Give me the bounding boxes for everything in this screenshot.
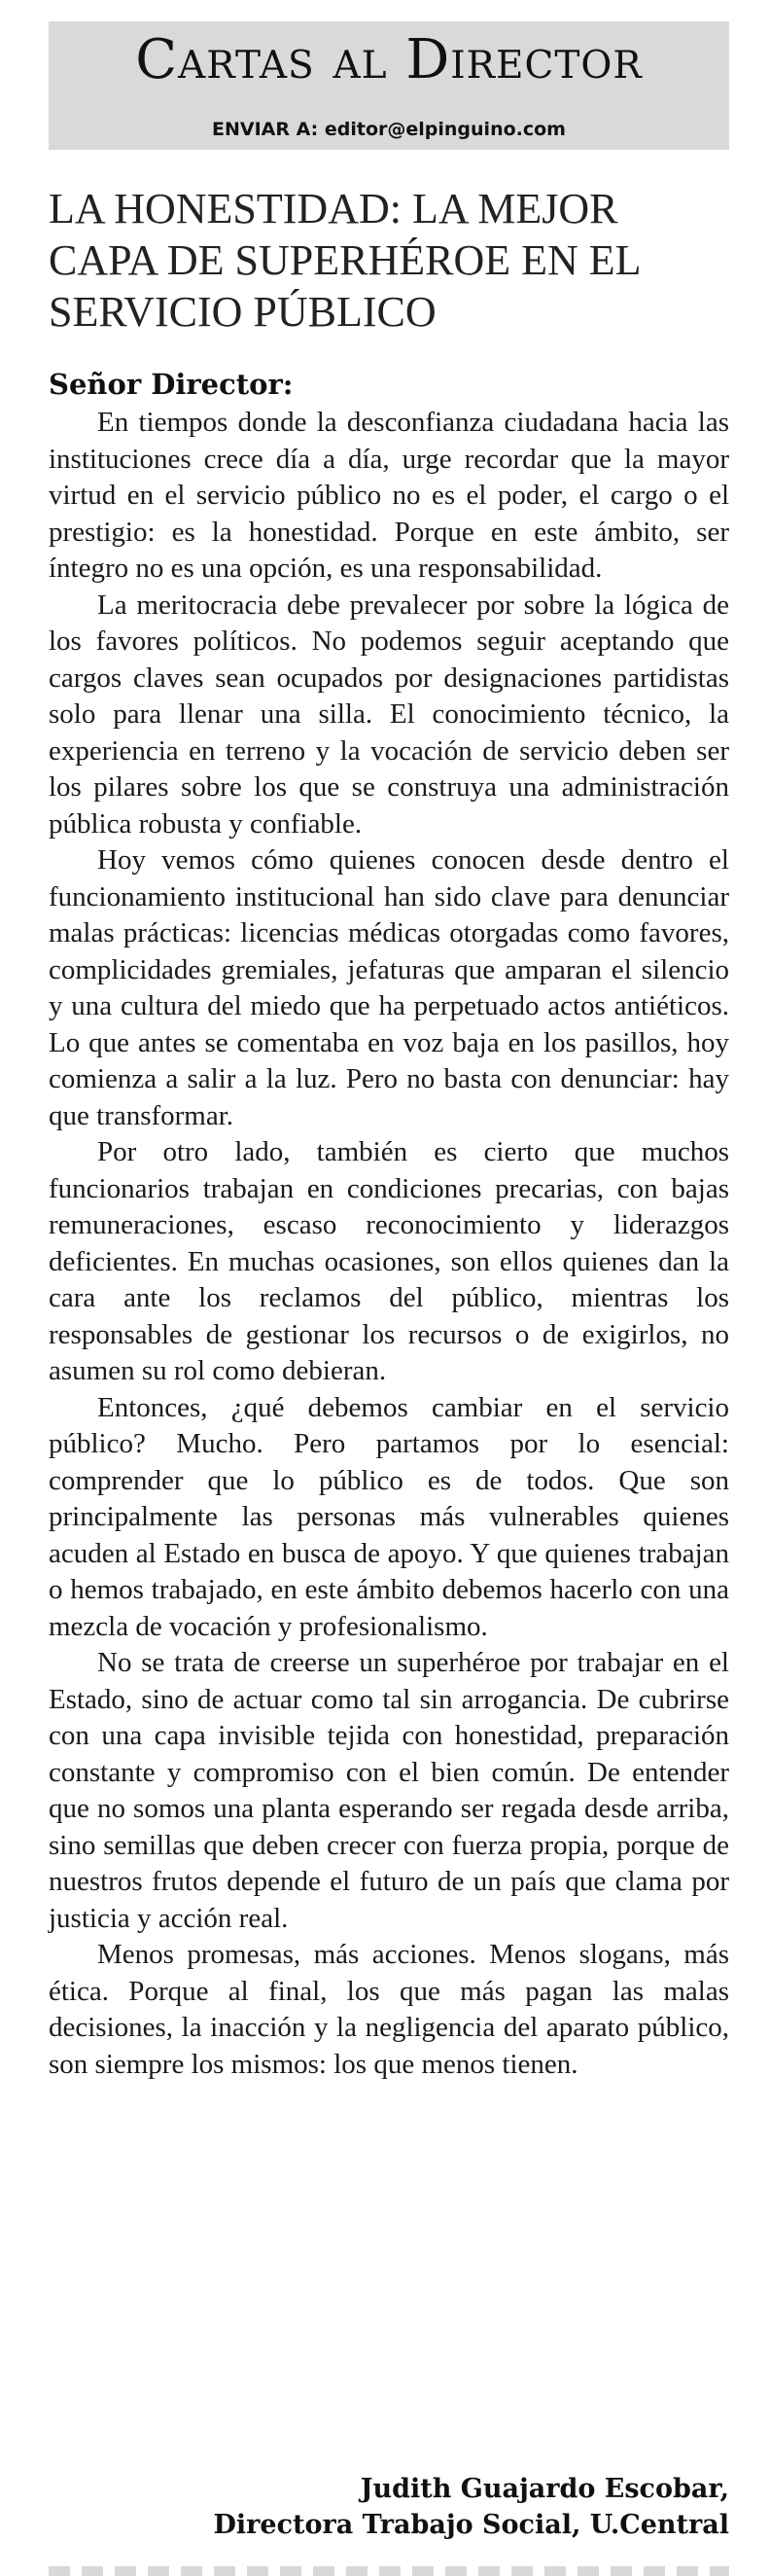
letter-salutation: Señor Director: — [49, 368, 294, 401]
letter-paragraph: Hoy vemos cómo quienes conocen desde dentro el funcionamiento institucional han sido clave para denunciar malas prácticas: licencias médicas otorgadas como favores, complicidades gremiales, jefaturas que amparan el silencio y una cultura del miedo que ha perpetuado actos antiéticos. Lo que antes se comentaba en voz baja en los pasillos, hoy comienza a salir a la luz. Pero no basta con denunciar: hay que transformar. — [49, 844, 729, 1131]
letter-paragraph: Por otro lado, también es cierto que muchos funcionarios trabajan en condiciones precarias, con bajas remuneraciones, escaso reconocimiento y liderazgos deficientes. En muchas ocasiones, son ellos quienes dan la cara ante los reclamos del público, mientras los responsables de gestionar los recursos o de exigirlos, no asumen su rol como debieran. — [49, 1136, 729, 1386]
section-title: Cartas al Director — [135, 28, 643, 91]
headline-line: SERVICIO PÚBLICO — [49, 288, 437, 336]
letter-headline — [49, 183, 729, 338]
letter-paragraph: Entonces, ¿qué debemos cambiar en el servicio público? Mucho. Pero partamos por lo esencial: comprender que lo público es de todos. Que son principalmente las personas más vulnerables quienes acuden al Estado en busca de apoyo. Y que quienes trabajan o hemos trabajado, en este ámbito debemos hacerlo con una mezcla de vocación y profesionalismo. — [49, 1391, 729, 1642]
headline-line: LA HONESTIDAD: LA MEJOR — [49, 185, 618, 233]
letter-paragraph: Menos promesas, más acciones. Menos slogans, más ética. Porque al final, los que más pagan las malas decisiones, la inacción y la negligencia del aparato público, son siempre los mismos: los que menos tienen. — [49, 1939, 729, 2080]
author-role: Directora Trabajo Social, U.Central — [213, 2510, 729, 2540]
letter-signature — [214, 2471, 729, 2543]
letter-paragraph: La meritocracia debe prevalecer por sobre la lógica de los favores políticos. No podemos seguir aceptando que cargos claves sean ocupados por designaciones partidistas solo para llenar una silla. El conocimiento técnico, la experiencia en terreno y la vocación de servicio deben ser los pilares sobre los que se construya una administración pública robusta y confiable. — [49, 589, 729, 840]
headline-line: CAPA DE SUPERHÉROE EN EL — [49, 236, 642, 284]
section-masthead — [49, 21, 729, 150]
cropped-next-article-edge — [49, 2566, 729, 2576]
letter-paragraph: En tiempos donde la desconfianza ciudadana hacia las instituciones crece día a día, urge recordar que la mayor virtud en el servicio público no es el poder, el cargo o el prestigio: es la honestidad. Porque en este ámbito, ser íntegro no es una opción, es una responsabilidad. — [49, 407, 729, 584]
letter-body — [49, 405, 729, 2083]
author-name: Judith Guajardo Escobar, — [360, 2474, 729, 2504]
contact-email-line: ENVIAR A: editor@elpinguino.com — [212, 119, 566, 140]
letter-paragraph: No se trata de creerse un superhéroe por trabajar en el Estado, sino de actuar como tal sin arrogancia. De cubrirse con una capa invisible tejida con honestidad, preparación constante y compromiso con el bien común. De entender que no somos una planta esperando ser regada desde arriba, sino semillas que deben crecer con fuerza propia, porque de nuestros frutos depende el futuro de un país que clama por justicia y acción real. — [49, 1647, 729, 1934]
